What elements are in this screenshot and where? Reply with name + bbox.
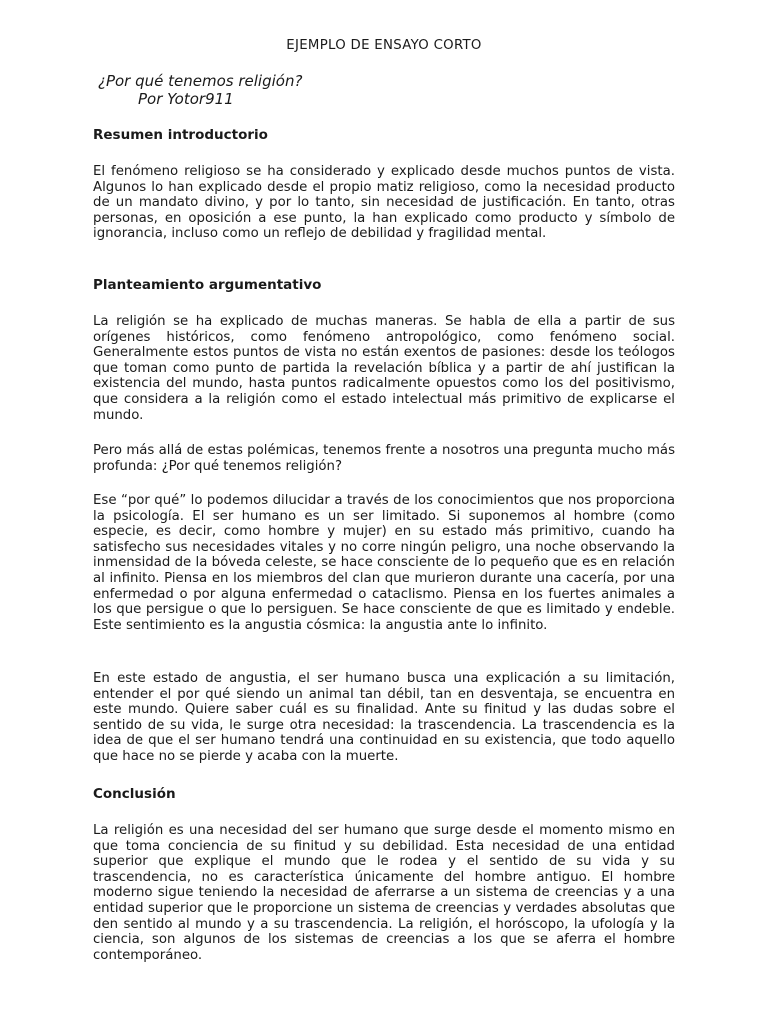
section-heading-intro: Resumen introductorio (93, 127, 268, 143)
paragraph-intro: El fenómeno religioso se ha considerado y explicado desde muchos puntos de vista. Algunos lo han explicado desde el propio matiz religioso, como la necesidad producto de un mandato divino, y por lo tanto, sin necesidad de justificación. En tanto, otras personas, en oposición a ese punto, la han explicado como producto y símbolo de ignorancia, incluso como un reflejo de debilidad y fragilidad mental. (93, 164, 675, 242)
section-heading-conclusion: Conclusión (93, 786, 176, 802)
paragraph-argument-1: La religión se ha explicado de muchas maneras. Se habla de ella a partir de sus orígenes históricos, como fenómeno antropológico, como fenómeno social. Generalmente estos puntos de vista no están exentos de pasiones: desde los teólogos que toman como punto de partida la revelación bíblica y a partir de ahí justifican la existencia del mundo, hasta puntos radicalmente opuestos como los del positivismo, que considera a la religión como el estado intelectual más primitivo de explicarse el mundo. (93, 314, 675, 423)
section-heading-argument: Planteamiento argumentativo (93, 277, 322, 293)
paragraph-argument-3: Ese “por qué” lo podemos dilucidar a través de los conocimientos que nos proporciona la psicología. El ser humano es un ser limitado. Si suponemos al hombre (como especie, es decir, como hombre y mujer) en su estado más primitivo, cuando ha satisfecho sus necesidades vitales y no corre ningún peligro, una noche observando la inmensidad de la bóveda celeste, se hace consciente de lo pequeño que es en relación al infinito. Piensa en los miembros del clan que murieron durante una cacería, por una enfermedad o por alguna enfermedad o cataclismo. Piensa en los fuertes animales a los que persigue o que lo persiguen. Se hace consciente de que es limitado y endeble. Este sentimiento es la angustia cósmica: la angustia ante lo infinito. (93, 493, 675, 633)
essay-title: ¿Por qué tenemos religión? (98, 72, 303, 90)
paragraph-argument-2: Pero más allá de estas polémicas, tenemos frente a nosotros una pregunta mucho más profunda: ¿Por qué tenemos religión? (93, 443, 675, 474)
essay-author: Por Yotor911 (138, 90, 234, 108)
paragraph-argument-4: En este estado de angustia, el ser humano busca una explicación a su limitación, entender el por qué siendo un animal tan débil, tan en desventaja, se encuentra en este mundo. Quiere saber cuál es su finalidad. Ante su finitud y las dudas sobre el sentido de su vida, le surge otra necesidad: la trascendencia. La trascendencia es la idea de que el ser humano tendrá una continuidad en su existencia, que todo aquello que hace no se pierde y acaba con la muerte. (93, 671, 675, 764)
document-header: EJEMPLO DE ENSAYO CORTO (286, 38, 482, 53)
paragraph-conclusion: La religión es una necesidad del ser humano que surge desde el momento mismo en que toma conciencia de su finitud y su debilidad. Esta necesidad de una entidad superior que explique el mundo que le rodea y el sentido de su vida y su trascendencia, no es característica únicamente del hombre antiguo. El hombre moderno sigue teniendo la necesidad de aferrarse a un sistema de creencias y a una entidad superior que le proporcione un sistema de creencias y verdades absolutas que den sentido al mundo y a su trascendencia. La religión, el horóscopo, la ufología y la ciencia, son algunos de los sistemas de creencias a los que se aferra el hombre contemporáneo. (93, 823, 675, 963)
